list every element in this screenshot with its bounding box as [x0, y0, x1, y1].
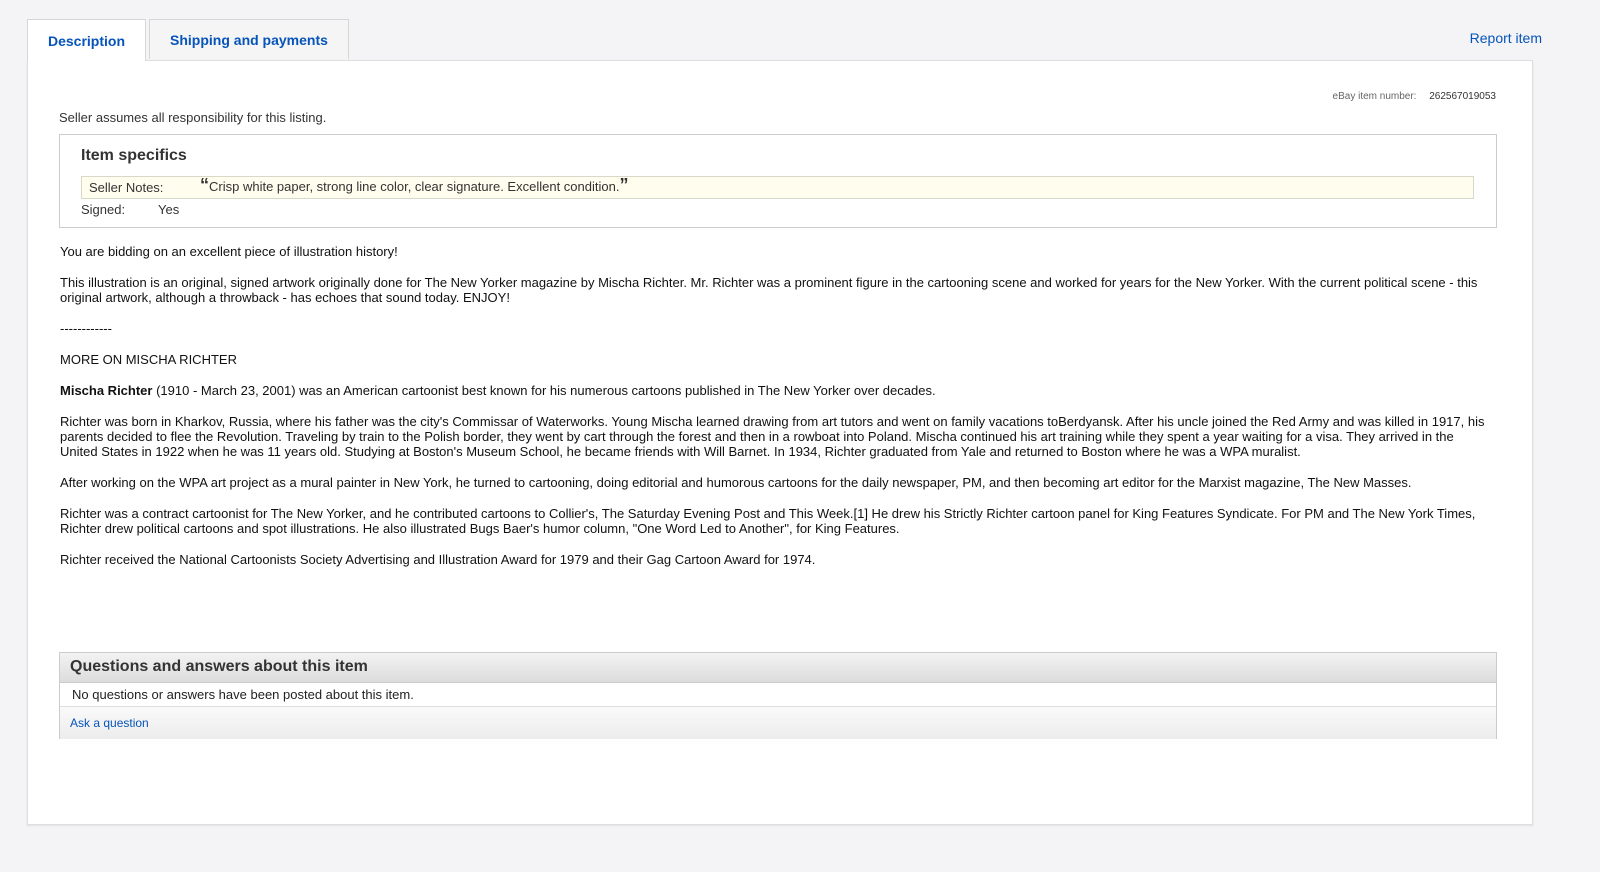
description-heading: MORE ON MISCHA RICHTER [60, 352, 237, 367]
item-number-label: eBay item number: [1332, 91, 1417, 102]
signed-label: Signed: [81, 202, 126, 217]
description-paragraph: Richter was born in Kharkov, Russia, where his father was the city's Commissar of Waterworks. Young Mischa learned drawing from art tutors and went on family vacations toBerdyansk. After his uncle joined the Red Army and was killed in 1917, his parents decided to flee the Revolution. Traveling by train to the Polish border, they went by cart through the forest and then in a rowboat into Poland. Mischa continued his art training while they spent a year waiting for a visa. They arrived in the United States in 1922 when he was 11 years old. Studying at Boston's Museum School, he became friends with Will Barnet. In 1934, Richter graduated from Yale and returned to Boston where he was a WPA muralist. [60, 414, 1485, 459]
tab-description[interactable]: Description [27, 19, 146, 61]
description-paragraph: Richter received the National Cartoonists Society Advertising and Illustration Award for 1979 and their Gag Cartoon Award for 1974. [60, 552, 816, 567]
seller-notes-value-wrap [200, 175, 629, 195]
description-paragraph: After working on the WPA art project as a mural painter in New York, he turned to cartooning, doing editorial and humorous cartoons for the daily newspaper, PM, and then becoming art editor for the Marxist magazine, The New Masses. [60, 475, 1412, 490]
item-number [1333, 91, 1496, 102]
signed-value: Yes [158, 202, 180, 217]
ask-question-link[interactable]: Ask a question [70, 716, 149, 730]
tab-bar [27, 19, 352, 61]
description-paragraph: You are bidding on an excellent piece of illustration history! [60, 244, 398, 259]
seller-notes-row [81, 176, 1474, 199]
open-quote: “ [200, 175, 209, 195]
description-paragraph [60, 383, 1490, 398]
description-divider: ------------ [60, 321, 112, 336]
description-panel [27, 60, 1533, 825]
seller-responsibility-note: Seller assumes all responsibility for this listing. [59, 110, 327, 125]
item-specifics-box [59, 134, 1497, 228]
tab-shipping-and-payments[interactable]: Shipping and payments [149, 19, 349, 59]
artist-intro: (1910 - March 23, 2001) was an American cartoonist best known for his numerous cartoons published in The New Yorker over decades. [152, 383, 936, 398]
item-specifics-title: Item specifics [81, 147, 187, 164]
item-number-value: 262567019053 [1429, 91, 1496, 102]
report-item-link[interactable]: Report item [1469, 30, 1542, 46]
description-paragraph: Richter was a contract cartoonist for The New Yorker, and he contributed cartoons to Collier's, The Saturday Evening Post and This Week.[1] He drew his Strictly Richter cartoon panel for King Features Syndicate. For PM and The New York Times, Richter drew political cartoons and spot illustrations. He also illustrated Bugs Baer's humor column, "One Word Led to Another", for King Features. [60, 506, 1476, 536]
seller-notes-label: Seller Notes: [89, 180, 164, 195]
signed-row [81, 202, 179, 217]
qa-empty-message: No questions or answers have been posted about this item. [60, 683, 1496, 707]
seller-notes-value: Crisp white paper, strong line color, clear signature. Excellent condition. [209, 179, 620, 194]
description-paragraph: This illustration is an original, signed artwork originally done for The New Yorker magazine by Mischa Richter. Mr. Richter was a prominent figure in the cartooning scene and worked for years for the New Yorker. With the current political scene - this original artwork, although a throwback - has echoes that sound today. ENJOY! [60, 275, 1478, 305]
questions-and-answers-box [59, 652, 1497, 739]
qa-title: Questions and answers about this item [60, 653, 1496, 683]
close-quote: ” [619, 175, 629, 195]
qa-footer [60, 707, 1496, 739]
item-description [60, 244, 1490, 583]
artist-name: Mischa Richter [60, 383, 153, 398]
